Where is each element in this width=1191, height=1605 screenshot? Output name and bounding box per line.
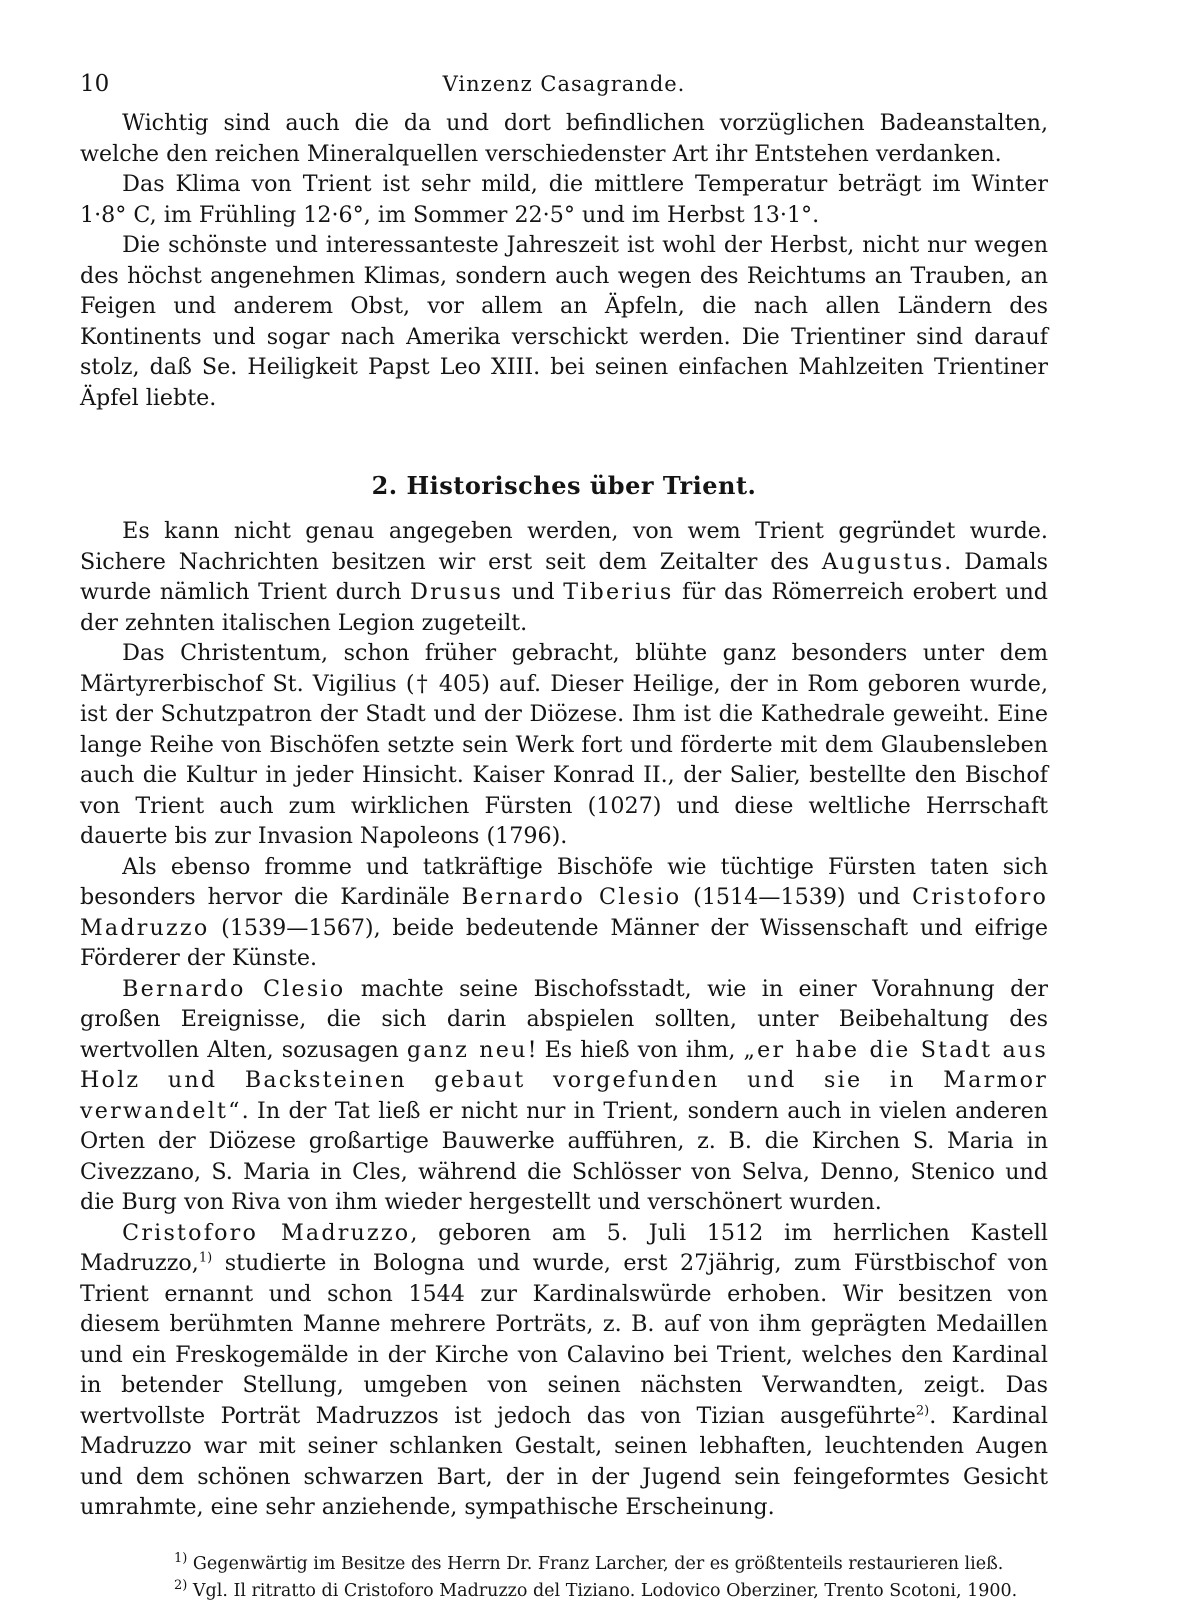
main-text xyxy=(80,108,1048,1523)
footnotes xyxy=(80,1551,1048,1605)
page-number: 10 xyxy=(80,71,110,97)
quotation: „er habe die Stadt aus Holz und Backsteinen gebaut vorgefunden und sie in Marmor verwandelt“ xyxy=(80,1036,1048,1124)
footnote-ref-1[interactable]: 1) xyxy=(198,1250,213,1266)
emphasis-ganz-neu: ganz neu xyxy=(406,1036,528,1063)
paragraph-founding xyxy=(80,516,1048,638)
text-run: . Kardinal Madruzzo war mit seiner schlanken Gestalt, seinen lebhaften, leuchtenden Augen und dem schönen schwarzen Bart, der in der Jugend sein feingeformtes Gesicht umrahmte, eine sehr anziehende, sympathische Erscheinung. xyxy=(80,1402,1048,1520)
text-run: und xyxy=(503,579,564,605)
paragraph-baths: Wichtig sind auch die da und dort befindlichen vorzüglichen Badeanstalten, welche den reichen Mineralquellen verschiedenster Art ihr Entstehen verdanken. xyxy=(80,110,1048,167)
text-run: (1539—1567), beide bedeutende Männer der Wissenschaft und eifrige Förderer der Künste. xyxy=(80,914,1048,971)
text-run: machte seine Bischofsstadt, wie in einer Vorahnung der großen Ereignisse, die sich darin abspielen sollten, unter Beibehaltung des wertvollen Alten, sozusagen xyxy=(80,975,1049,1063)
running-title: Vinzenz Casagrande. xyxy=(442,72,686,96)
paragraph-autumn: Die schönste und interessanteste Jahreszeit ist wohl der Herbst, nicht nur wegen des höchst angenehmen Klimas, sondern auch wegen des Reichtums an Trauben, an Feigen und anderem Obst, vor allem an Äpfeln, die nach allen Ländern des Kontinents und sogar nach Amerika verschickt werden. Die Trientiner sind darauf stolz, daß Se. Heiligkeit Papst Leo XIII. bei seinen einfachen Mahlzeiten Trientiner Äpfel liebte. xyxy=(80,232,1048,411)
text-run: Es kann nicht genau angegeben werden, von wem Trient gegründet wurde. Sichere Nachrichten besitzen wir erst seit dem Zeitalter des xyxy=(80,518,1048,575)
name-clesio: Bernardo Clesio xyxy=(122,975,346,1002)
book-page xyxy=(80,62,1049,1601)
paragraph-madruzzo xyxy=(80,1218,1048,1523)
footnote-mark: 1) xyxy=(174,1550,188,1566)
name-madruzzo: Cristoforo Madruzzo xyxy=(80,884,1049,941)
text-run: Als ebenso fromme und tatkräftige Bischöfe wie tüchtige Fürsten taten sich besonders hervor die Kardinäle xyxy=(80,853,1048,910)
paragraph-christianity: Das Christentum, schon früher gebracht, blühte ganz besonders unter dem Märtyrerbischof St. Vigilius († 405) auf. Dieser Heilige, der in Rom geboren wurde, ist der Schutzpatron der Stadt und der Diözese. Ihm ist die Kathedrale geweiht. Eine lange Reihe von Bischöfen setzte sein Werk fort und förderte mit dem Glaubensleben auch die Kultur in jeder Hinsicht. Kaiser Konrad II., der Salier, bestellte den Bischof von Trient auch zum wirklichen Fürsten (1027) und diese weltliche Herrschaft dauerte bis zur Invasion Napoleons (1796). xyxy=(80,640,1048,849)
text-run: (1514—1539) und xyxy=(681,884,913,910)
text-run: , geboren am 5. Juli 1512 im herrlichen Kastell Madruzzo, xyxy=(80,1219,1048,1276)
paragraph-cardinals xyxy=(80,852,1048,974)
footnote-mark: 2) xyxy=(174,1577,188,1593)
text-run: ! Es hieß von ihm, xyxy=(527,1036,744,1063)
footnote-ref-2[interactable]: 2) xyxy=(915,1403,930,1419)
footnote-text: Vgl. Il ritratto di Cristoforo Madruzzo del Tiziano. Lodovico Oberziner, Trento Scotoni, 1900. xyxy=(192,1580,1018,1601)
name-madruzzo: Cristoforo Madruzzo xyxy=(122,1219,411,1246)
footnote-text: Gegenwärtig im Besitze des Herrn Dr. Franz Larcher, der es größtenteils restaurieren ließ. xyxy=(192,1553,1004,1574)
text-run: für das Römerreich erobert und der zehnten italischen Legion zugeteilt. xyxy=(80,579,1049,636)
name-drusus: Drusus xyxy=(410,579,504,605)
name-clesio: Bernardo Clesio xyxy=(461,884,682,910)
name-augustus: Augustus xyxy=(821,548,945,575)
footnote-1 xyxy=(174,1551,1048,1578)
text-run: . Damals wurde nämlich Trient durch xyxy=(80,548,1049,605)
text-run: studierte in Bologna und wurde, erst 27jährig, zum Fürstbischof von Trient ernannt und schon 1544 zur Kardinalswürde erhoben. Wir besitzen von diesem berühmten Manne mehrere Porträts, z. B. auf von ihm geprägten Medaillen und ein Freskogemälde in der Kirche von Calavino bei Trient, welches den Kardinal in betender Stellung, umgeben von seinen nächsten Verwandten, zeigt. Das wertvollste Porträt Madruzzos ist jedoch das von Tizian ausgeführte xyxy=(80,1250,1048,1429)
paragraph-clesio xyxy=(80,974,1048,1218)
name-tiberius: Tiberius xyxy=(563,579,674,605)
section-heading: 2. Historisches über Trient. xyxy=(371,471,757,500)
paragraph-climate: Das Klima von Trient ist sehr mild, die mittlere Temperatur beträgt im Winter 1·8° C, im Frühling 12·6°, im Sommer 22·5° und im Herbst 13·1°. xyxy=(80,171,1048,228)
running-head xyxy=(80,62,1048,106)
text-run: . In der Tat ließ er nicht nur in Trient, sondern auch in vielen anderen Orten der Diözese großartige Bauwerke aufführen, z. B. die Kirchen S. Maria in Civezzano, S. Maria in Cles, während die Schlösser von Selva, Denno, Stenico und die Burg von Riva von ihm wieder hergestellt und verschönert wurden. xyxy=(80,1097,1048,1215)
footnote-2 xyxy=(174,1578,1048,1605)
